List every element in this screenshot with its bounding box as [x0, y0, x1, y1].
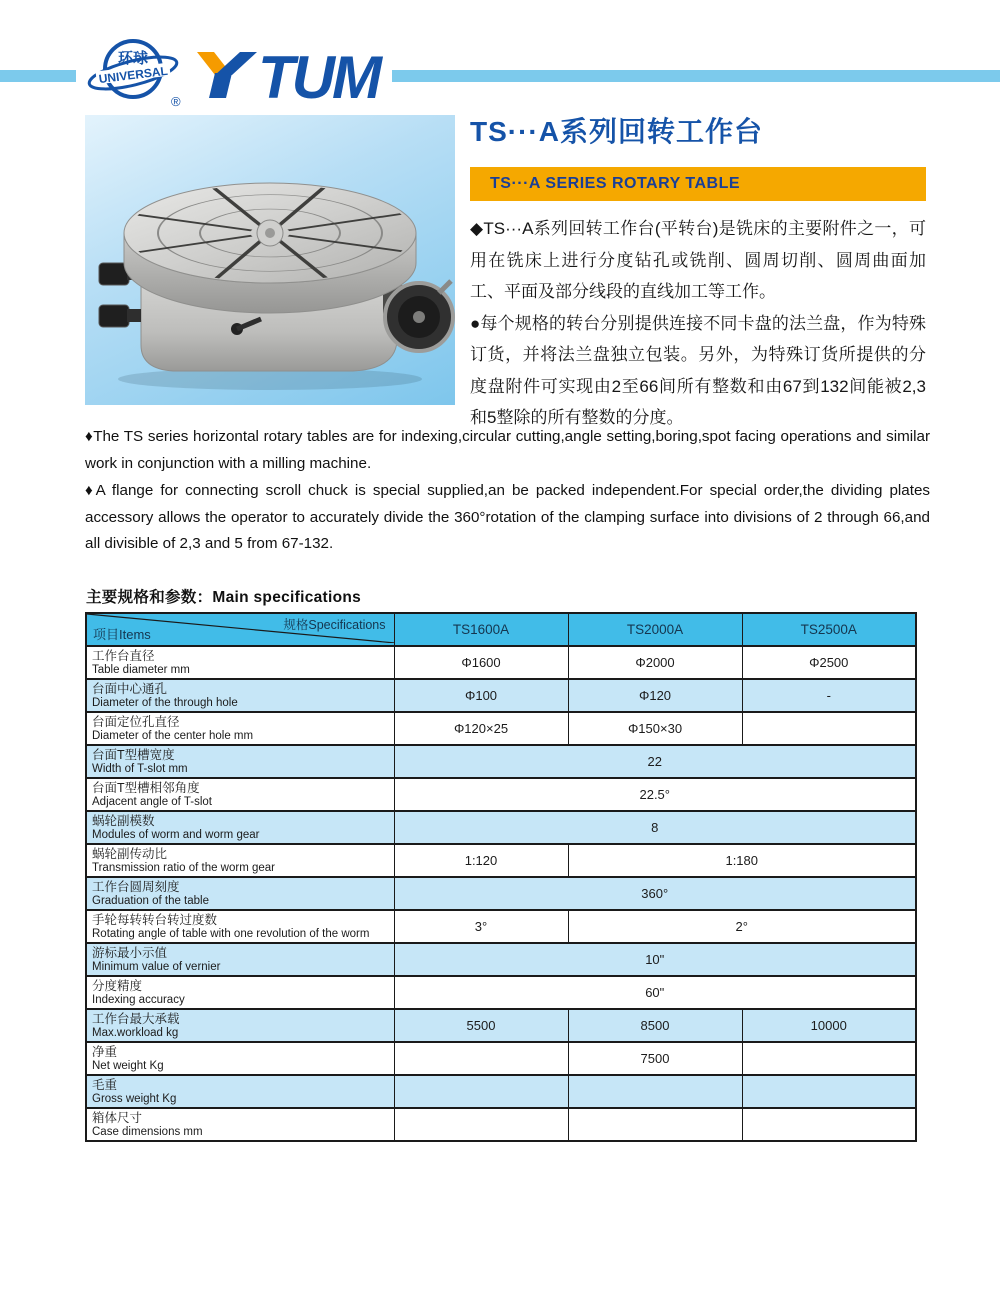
spec-value: 22.5° — [394, 778, 916, 811]
spec-value: Φ120×25 — [394, 712, 568, 745]
model-header: TS2500A — [742, 613, 916, 646]
product-title-zh: TS···A系列回转工作台 — [470, 116, 763, 147]
description-en — [85, 424, 930, 559]
spec-item-zh: 工作台圆周刻度 — [92, 880, 180, 894]
spec-item-en: Indexing accuracy — [92, 994, 185, 1006]
spec-item-zh: 蜗轮副传动比 — [92, 847, 168, 861]
spec-row — [86, 679, 916, 712]
spec-row — [86, 877, 916, 910]
globe-icon — [85, 32, 190, 110]
spec-item-en: Minimum value of vernier — [92, 961, 221, 973]
spec-item-zh: 毛重 — [92, 1078, 118, 1092]
spec-row — [86, 811, 916, 844]
spec-item-en: Graduation of the table — [92, 895, 209, 907]
spec-value — [742, 1042, 916, 1075]
spec-value — [742, 1075, 916, 1108]
spec-item-zh: 工作台直径 — [92, 649, 155, 663]
corner-label-specifications: 规格Specifications — [283, 618, 386, 632]
registered-mark: ® — [171, 94, 181, 109]
spec-value — [568, 1075, 742, 1108]
spec-item-zh: 蜗轮副模数 — [92, 814, 155, 828]
spec-item-zh: 台面中心通孔 — [92, 682, 168, 696]
spec-row — [86, 1009, 916, 1042]
desc-en-paragraph-2: ♦A flange for connecting scroll chuck is special supplied,an be packed independent.For special order,the dividing plates accessory allows the operator to accurately divide the 360°rotation of the clamping surface into divisions of 2 through 66,and all divisible of 2,3 and 5 from 67-132. — [85, 482, 930, 552]
model-header: TS2000A — [568, 613, 742, 646]
spec-value — [394, 1075, 568, 1108]
spec-item-zh: 台面T型槽相邻角度 — [92, 781, 200, 795]
spec-value: 22 — [394, 745, 916, 778]
spec-row — [86, 1075, 916, 1108]
spec-item-en: Max.workload kg — [92, 1027, 179, 1039]
spec-value: 60" — [394, 976, 916, 1009]
spec-item-zh: 箱体尺寸 — [92, 1111, 143, 1125]
spec-row — [86, 745, 916, 778]
corner-label-items: 项目Items — [93, 627, 151, 642]
spec-row — [86, 943, 916, 976]
spec-value — [394, 1108, 568, 1141]
spec-value: Φ150×30 — [568, 712, 742, 745]
spec-item-en: Width of T-slot mm — [92, 763, 188, 775]
spec-item-en: Transmission ratio of the worm gear — [92, 862, 276, 874]
spec-row — [86, 976, 916, 1009]
brand-name-zh: 环球 — [117, 50, 149, 67]
spec-value: 10000 — [742, 1009, 916, 1042]
specs-heading: 主要规格和参数：Main specifications — [86, 589, 362, 606]
spec-item-zh: 手轮每转转台转过度数 — [92, 913, 218, 927]
spec-value: 1:180 — [568, 844, 916, 877]
spec-item-zh: 游标最小示值 — [92, 946, 168, 960]
spec-value — [742, 1108, 916, 1141]
wordmark — [195, 46, 395, 102]
spec-row — [86, 646, 916, 679]
wordmark-tail: TUM — [258, 46, 379, 102]
spec-row — [86, 778, 916, 811]
spec-value: 8500 — [568, 1009, 742, 1042]
spec-value: 7500 — [568, 1042, 742, 1075]
spec-value: Φ100 — [394, 679, 568, 712]
spec-row — [86, 712, 916, 745]
brand-name-en: UNIVERSAL — [97, 63, 169, 87]
product-title-en-bar — [470, 167, 926, 201]
spec-value — [742, 712, 916, 745]
spec-value: 10" — [394, 943, 916, 976]
spec-row — [86, 1042, 916, 1075]
brand-logo — [85, 30, 395, 110]
product-title-en: TS···A SERIES ROTARY TABLE — [490, 175, 741, 192]
spec-row — [86, 844, 916, 877]
spec-value: Φ1600 — [394, 646, 568, 679]
spec-value: 8 — [394, 811, 916, 844]
product-photo — [85, 115, 455, 405]
spec-value: Φ120 — [568, 679, 742, 712]
spec-value: Φ2000 — [568, 646, 742, 679]
desc-zh-paragraph-2: ●每个规格的转台分别提供连接不同卡盘的法兰盘，作为特殊订货，并将法兰盘独立包装。另外，为特殊订货所提供的分度盘附件可实现由2至66间所有整数和由67到132间能被2,3和5整除的所有整数的分度。 — [470, 313, 926, 427]
spec-value: 2° — [568, 910, 916, 943]
desc-en-paragraph-1: ♦The TS series horizontal rotary tables are for indexing,circular cutting,angle setting,boring,spot facing operations and similar work in conjunction with a milling machine. — [85, 428, 930, 472]
spec-value — [568, 1108, 742, 1141]
spec-item-zh: 分度精度 — [92, 979, 143, 993]
spec-value: - — [742, 679, 916, 712]
spec-item-zh: 台面定位孔直径 — [92, 715, 180, 729]
product-intro — [470, 110, 926, 434]
rotary-table-illustration — [85, 115, 455, 405]
spec-item-en: Table diameter mm — [92, 664, 190, 676]
model-header: TS1600A — [394, 613, 568, 646]
spec-item-zh: 净重 — [92, 1045, 118, 1059]
desc-zh-paragraph-1: ◆TS···A系列回转工作台(平转台)是铣床的主要附件之一，可用在铣床上进行分度钻孔或铣削、圆周切削、圆周曲面加工、平面及部分线段的直线加工等工作。 — [470, 219, 926, 301]
spec-value: 5500 — [394, 1009, 568, 1042]
specs-table — [85, 612, 917, 1142]
spec-item-en: Diameter of the center hole mm — [92, 730, 254, 742]
spec-item-en: Case dimensions mm — [92, 1126, 203, 1138]
spec-value: 3° — [394, 910, 568, 943]
spec-value: 360° — [394, 877, 916, 910]
specs-header-row — [86, 613, 916, 646]
spec-item-en: Modules of worm and worm gear — [92, 829, 260, 841]
spec-item-en: Adjacent angle of T-slot — [92, 796, 212, 808]
spec-value — [394, 1042, 568, 1075]
spec-row — [86, 1108, 916, 1141]
wordmark-y-stem — [209, 73, 232, 98]
spec-value: 1:120 — [394, 844, 568, 877]
spec-item-en: Diameter of the through hole — [92, 697, 238, 709]
spec-item-zh: 工作台最大承载 — [92, 1012, 180, 1026]
spec-item-en: Rotating angle of table with one revolution of the worm — [92, 928, 370, 940]
spec-row — [86, 910, 916, 943]
spec-item-en: Net weight Kg — [92, 1060, 164, 1072]
spec-value: Φ2500 — [742, 646, 916, 679]
description-zh — [470, 213, 926, 434]
spec-item-en: Gross weight Kg — [92, 1093, 177, 1105]
spec-corner-cell — [86, 613, 394, 646]
spec-item-zh: 台面T型槽宽度 — [92, 748, 175, 762]
